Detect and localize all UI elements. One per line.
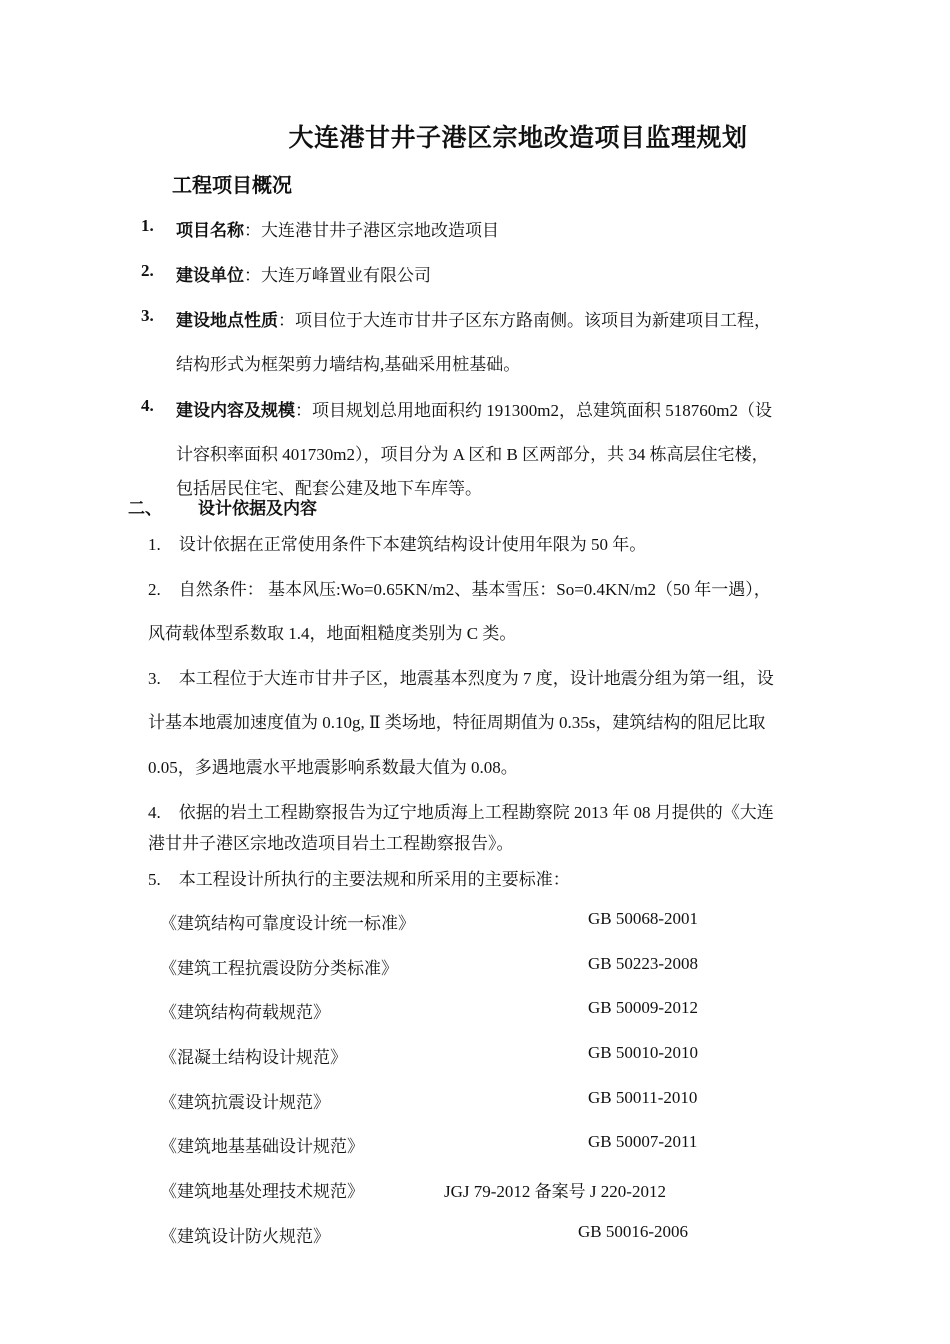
overview-item-number: 1. [141, 216, 154, 235]
design-item-1 [148, 530, 646, 555]
standard-name: 《建筑设计防火规范》 [160, 1227, 330, 1246]
design-item-text: 计基本地震加速度值为 0.10g, Ⅱ 类场地，特征周期值为 0.35s，建筑结构的阻尼比取 [148, 713, 766, 732]
design-item-text: 依据的岩土工程勘察报告为辽宁地质海上工程勘察院 2013 年 08 月提供的《大连 [178, 803, 774, 822]
design-item-4 [148, 798, 774, 823]
standard-code: GB 50068-2001 [588, 909, 699, 928]
standard-name: 《建筑抗震设计规范》 [160, 1093, 330, 1112]
design-item-text: 自然条件： 基本风压:Wo=0.65KN/m2、基本雪压：So=0.4KN/m2（50 年一遇）， [178, 580, 771, 599]
page-title: 大连港甘井子港区宗地改造项目监理规划 [288, 125, 748, 152]
standard-code: GB 50010-2010 [588, 1043, 699, 1062]
design-item-text: 设计依据在正常使用条件下本建筑结构设计使用年限为 50 年。 [178, 535, 647, 554]
overview-item-label: 建设内容及规模 [176, 401, 295, 420]
standard-code: GB 50011-2010 [588, 1088, 698, 1107]
overview-item-text: 结构形式为框架剪力墙结构,基础采用桩基础。 [176, 355, 521, 374]
overview-item-label: 建设单位 [176, 266, 244, 285]
overview-item-text: 大连万峰置业有限公司 [261, 266, 431, 285]
overview-item-number: 3. [141, 306, 154, 325]
overview-item-text: 项目规划总用地面积约 191300m2，总建筑面积 518760m2（设 [312, 401, 772, 420]
design-item-number: 4. [148, 803, 161, 822]
design-item-number: 1. [148, 535, 161, 554]
overview-item-label: 项目名称 [176, 221, 244, 240]
design-item-5 [148, 865, 570, 890]
overview-item-3: 建设地点性质：项目位于大连市甘井子区东方路南侧。该项目为新建项目工程， [176, 311, 771, 330]
section-heading-design [128, 494, 317, 519]
overview-item-text: 计容积率面积 401730m2），项目分为 A 区和 B 区两部分，共 34 栋高层住宅楼， [176, 445, 769, 464]
overview-item-text: 项目位于大连市甘井子区东方路南侧。该项目为新建项目工程， [295, 311, 771, 330]
standard-code: GB 50016-2006 [578, 1222, 689, 1241]
section-number: 二、 [128, 499, 162, 518]
design-item-text: 港甘井子港区宗地改造项目岩土工程勘察报告》。 [148, 834, 514, 853]
standard-name: 《建筑工程抗震设防分类标准》 [160, 959, 398, 978]
overview-item-4: 建设内容及规模：项目规划总用地面积约 191300m2，总建筑面积 518760m2（设 [176, 401, 772, 420]
standard-code: GB 50009-2012 [588, 998, 699, 1017]
design-item-number: 2. [148, 580, 161, 599]
overview-item-label: 建设地点性质 [176, 311, 278, 330]
overview-item-number: 4. [141, 396, 154, 415]
design-item-text: 0.05，多遇地震水平地震影响系数最大值为 0.08。 [148, 758, 518, 777]
standard-name: 《建筑地基基础设计规范》 [160, 1137, 364, 1156]
standard-code: GB 50007-2011 [588, 1132, 698, 1151]
standard-name: 《建筑地基处理技术规范》 [160, 1182, 364, 1201]
overview-item-number: 2. [141, 261, 154, 280]
standard-name: 《建筑结构可靠度设计统一标准》 [160, 914, 415, 933]
overview-item-1: 项目名称：大连港甘井子港区宗地改造项目 [176, 221, 499, 240]
design-item-number: 5. [148, 870, 161, 889]
design-item-text: 风荷载体型系数取 1.4，地面粗糙度类别为 C 类。 [148, 624, 517, 643]
overview-item-text: 包括居民住宅、配套公建及地下车库等。 [176, 479, 482, 498]
overview-item-text: 大连港甘井子港区宗地改造项目 [261, 221, 499, 240]
section-title: 设计依据及内容 [198, 499, 317, 518]
standard-code: GB 50223-2008 [588, 954, 699, 973]
standard-name: 《建筑结构荷载规范》 [160, 1003, 330, 1022]
design-item-3 [148, 664, 774, 689]
design-item-text: 本工程设计所执行的主要法规和所采用的主要标准： [178, 870, 570, 889]
overview-item-2: 建设单位：大连万峰置业有限公司 [176, 266, 431, 285]
section-heading-overview: 工程项目概况 [172, 175, 292, 197]
design-item-number: 3. [148, 669, 161, 688]
standard-code: JGJ 79-2012 备案号 J 220-2012 [444, 1182, 666, 1201]
design-item-text: 本工程位于大连市甘井子区，地震基本烈度为 7 度，设计地震分组为第一组，设 [178, 669, 774, 688]
design-item-2 [148, 575, 771, 600]
standard-name: 《混凝土结构设计规范》 [160, 1048, 347, 1067]
